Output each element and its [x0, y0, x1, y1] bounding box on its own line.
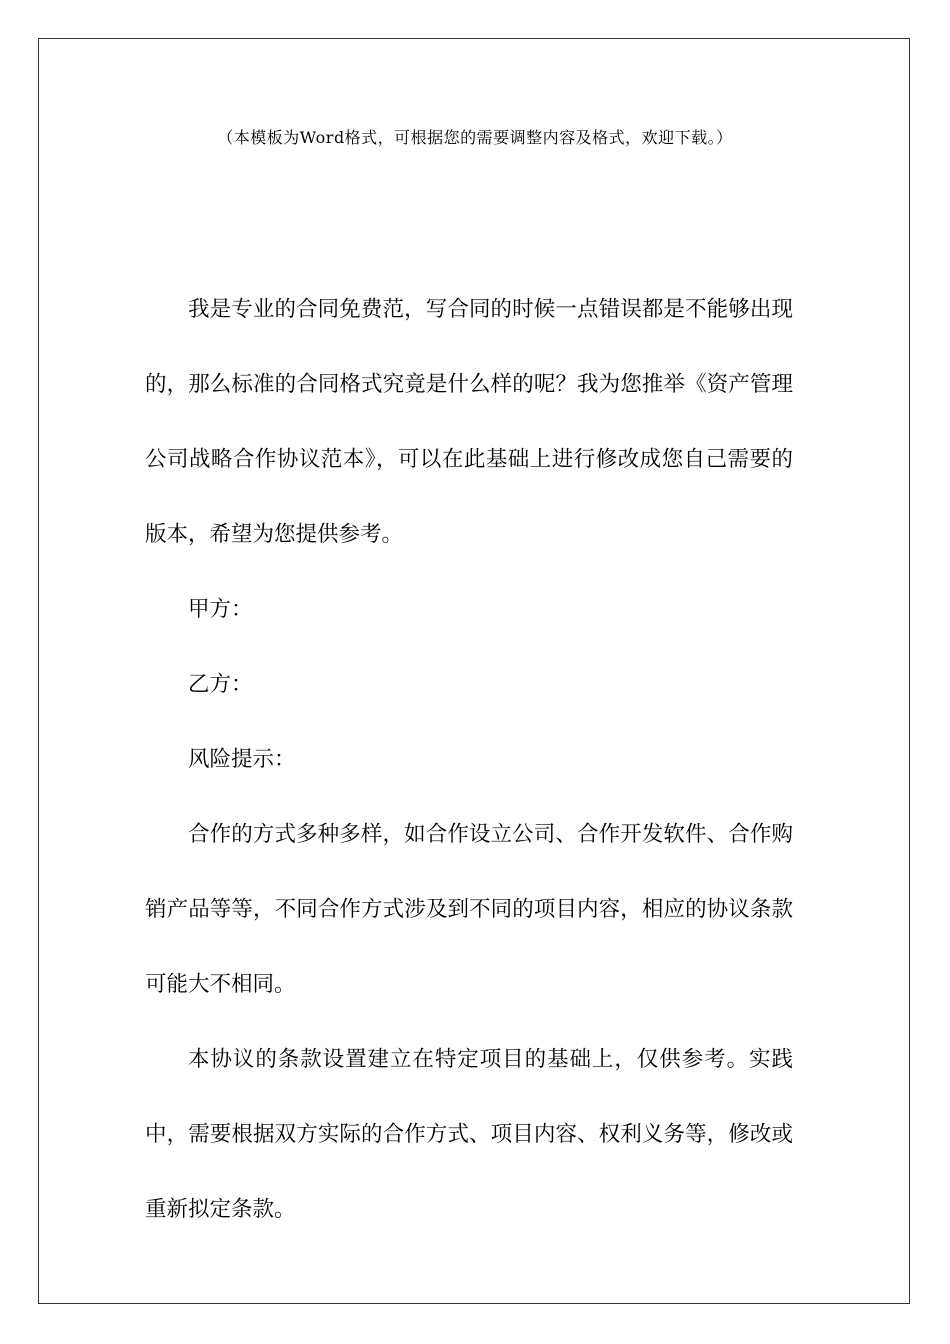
cooperation-methods-paragraph: 合作的方式多种多样，如合作设立公司、合作开发软件、合作购销产品等等，不同合作方式涉及到不同的项目内容，相应的协议条款可能大不相同。 — [145, 822, 793, 997]
party-a-label: 甲方： — [188, 597, 253, 622]
document-body — [145, 272, 793, 1247]
clause-notice-paragraph: 本协议的条款设置建立在特定项目的基础上，仅供参考。实践中，需要根据双方实际的合作方式、项目内容、权利义务等，修改或重新拟定条款。 — [145, 1047, 793, 1222]
party-b-label: 乙方： — [188, 672, 253, 697]
intro-paragraph: 我是专业的合同免费范，写合同的时候一点错误都是不能够出现的，那么标准的合同格式究竟是什么样的呢？我为您推举《资产管理公司战略合作协议范本》，可以在此基础上进行修改成您自己需要的版本，希望为您提供参考。 — [145, 297, 793, 547]
risk-notice-heading: 风险提示： — [188, 747, 296, 772]
template-note: （本模板为Word格式，可根据您的需要调整内容及格式，欢迎下载。） — [217, 128, 733, 147]
